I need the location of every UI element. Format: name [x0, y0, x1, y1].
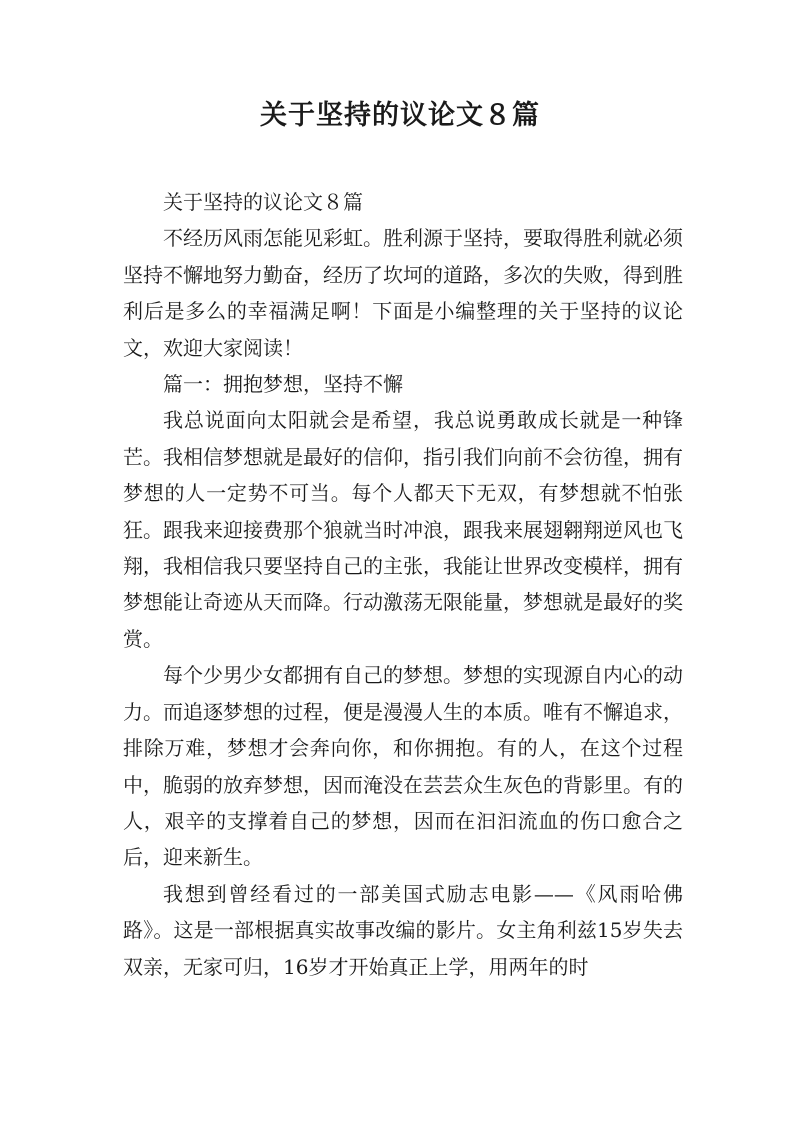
paragraph: 我想到曾经看过的一部美国式励志电影——《风雨哈佛路》。这是一部根据真实故事改编的影片。女主角利兹15岁失去双亲，无家可归，16岁才开始真正上学，用两年的时 — [123, 881, 683, 979]
paragraph-subtitle: 关于坚持的议论文８篇 — [163, 190, 363, 214]
document-body — [123, 184, 683, 985]
section-heading: 篇一：拥抱梦想，坚持不懈 — [163, 372, 403, 397]
paragraph: 我总说面向太阳就会是希望，我总说勇敢成长就是一种锋芒。我相信梦想就是最好的信仰，指引我们向前不会彷徨，拥有梦想的人一定势不可当。每个人都天下无双，有梦想就不怕张狂。跟我来迎接费那个狼就当时冲浪，跟我来展翅翱翔逆风也飞翔，我相信我只要坚持自己的主张，我能让世界改变模样，拥有梦想能让奇迹从天而降。行动激荡无限能量，梦想就是最好的奖赏。 — [123, 408, 683, 651]
paragraph-intro: 不经历风雨怎能见彩虹。胜利源于坚持，要取得胜利就必须坚持不懈地努力勤奋，经历了坎坷的道路，多次的失败，得到胜利后是多么的幸福满足啊！下面是小编整理的关于坚持的议论文，欢迎大家阅读！ — [123, 226, 683, 360]
document-title: 关于坚持的议论文８篇 — [260, 100, 540, 131]
paragraph: 每个少男少女都拥有自己的梦想。梦想的实现源自内心的动力。而追逐梦想的过程，便是漫漫人生的本质。唯有不懈追求，排除万难，梦想才会奔向你，和你拥抱。有的人，在这个过程中，脆弱的放弃梦想，因而淹没在芸芸众生灰色的背影里。有的人，艰辛的支撑着自己的梦想，因而在汩汩流血的伤口愈合之后，迎来新生。 — [123, 663, 683, 870]
